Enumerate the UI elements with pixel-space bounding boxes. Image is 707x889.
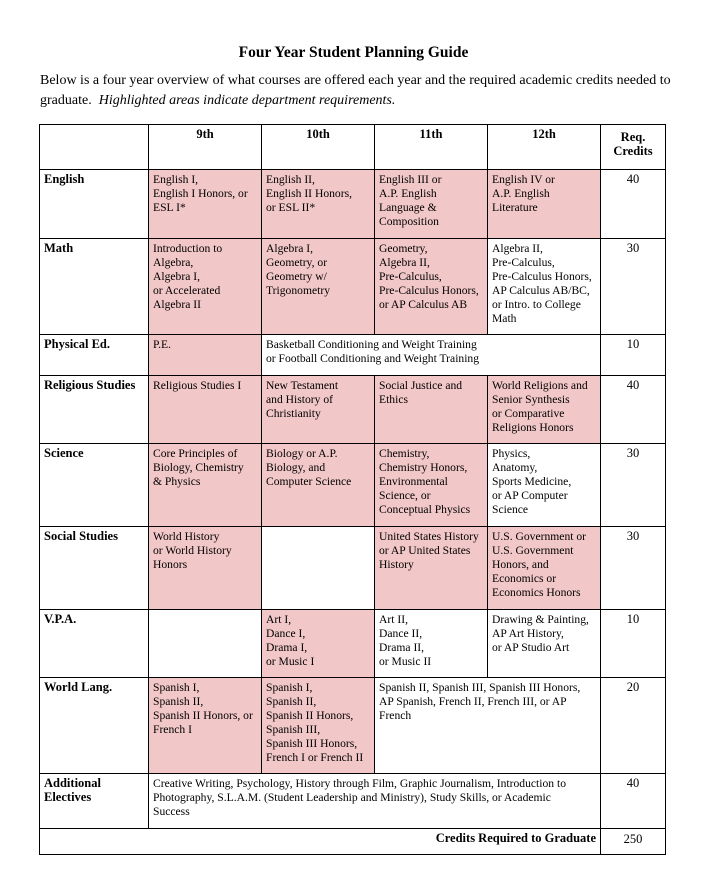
cell-line: AP Art History, — [492, 626, 564, 640]
cell-line: Drama I, — [266, 640, 308, 654]
cell-line: Drama II, — [379, 640, 425, 654]
cell-line: Success — [153, 804, 190, 818]
cell-line: Spanish II, Spanish III, Spanish III Honors, — [379, 681, 581, 694]
cell-worldlang-10 — [262, 678, 375, 774]
cell-line: or Accelerated — [153, 283, 221, 297]
credits-math: 30 — [601, 239, 666, 335]
row-total — [40, 829, 666, 855]
cell-line: U.S. Government — [492, 543, 574, 557]
row-label: Physical Ed. — [40, 335, 149, 376]
cell-line: French — [379, 708, 412, 722]
cell-line: Biology, Chemistry — [153, 460, 244, 474]
cell-line: Algebra II — [153, 297, 201, 311]
cell-religious-12 — [488, 376, 601, 444]
cell-line: Spanish II Honors, — [266, 708, 354, 722]
cell-line: Spanish I, — [266, 681, 313, 694]
cell-line: Art II, — [379, 613, 408, 626]
cell-line: Literature — [492, 200, 538, 214]
cell-religious-11 — [375, 376, 488, 444]
cell-line: Photography, S.L.A.M. (Student Leadership and Ministry), Study Skills, or Academic — [153, 790, 551, 804]
credits-electives: 40 — [601, 774, 666, 829]
cell-social-10 — [262, 527, 375, 610]
cell-line: Spanish I, — [153, 681, 200, 694]
header-req: Req. — [620, 130, 646, 144]
cell-line: A.P. English — [492, 186, 550, 200]
cell-science-10 — [262, 444, 375, 527]
header-10th: 10th — [262, 125, 375, 170]
cell-line: Biology, and — [266, 460, 326, 474]
cell-line: P.E. — [153, 338, 172, 351]
cell-social-9 — [149, 527, 262, 610]
cell-pe-10-12 — [262, 335, 601, 376]
cell-line: Religions Honors — [492, 420, 574, 434]
cell-worldlang-9 — [149, 678, 262, 774]
credits-religious: 40 — [601, 376, 666, 444]
cell-science-9 — [149, 444, 262, 527]
cell-line: Honors — [153, 557, 188, 571]
cell-line: World Religions and — [492, 379, 588, 392]
cell-line: or AP United States — [379, 543, 471, 557]
cell-science-11 — [375, 444, 488, 527]
cell-line: Geometry w/ — [266, 269, 327, 283]
cell-line: Language & — [379, 200, 437, 214]
cell-vpa-12 — [488, 610, 601, 678]
cell-line: Algebra, — [153, 255, 194, 269]
electives-label-1: Additional — [44, 776, 101, 790]
row-religious — [40, 376, 666, 444]
row-worldlang — [40, 678, 666, 774]
cell-vpa-9 — [149, 610, 262, 678]
cell-line: Dance II, — [379, 626, 423, 640]
highlight-note: Highlighted areas indicate department requirements. — [98, 93, 396, 108]
cell-social-12 — [488, 527, 601, 610]
row-pe — [40, 335, 666, 376]
cell-line: Science — [492, 502, 529, 516]
credits-pe: 10 — [601, 335, 666, 376]
cell-line: English II Honors, — [266, 186, 352, 200]
electives-label-2: Electives — [44, 789, 92, 804]
cell-line: Economics Honors — [492, 585, 581, 599]
cell-line: Algebra II, — [492, 242, 543, 255]
cell-line: Honors, and — [492, 557, 549, 571]
cell-line: Introduction to — [153, 242, 223, 255]
cell-line: Pre-Calculus, — [379, 269, 442, 283]
header-req-credits — [601, 125, 666, 170]
cell-vpa-11 — [375, 610, 488, 678]
row-english — [40, 170, 666, 239]
cell-line: Geometry, — [379, 242, 428, 255]
total-credits-value: 250 — [601, 829, 666, 855]
cell-religious-10 — [262, 376, 375, 444]
header-9th: 9th — [149, 125, 262, 170]
cell-math-9 — [149, 239, 262, 335]
row-label: Religious Studies — [40, 376, 149, 444]
cell-line: Basketball Conditioning and Weight Training — [266, 338, 477, 351]
cell-line: Algebra I, — [153, 269, 200, 283]
cell-line: U.S. Government or — [492, 530, 587, 543]
planning-table — [39, 124, 666, 855]
cell-english-11 — [375, 170, 488, 239]
cell-science-12 — [488, 444, 601, 527]
cell-line: Drawing & Painting, — [492, 613, 589, 626]
cell-line: Dance I, — [266, 626, 306, 640]
cell-line: World History — [153, 530, 220, 543]
cell-line: Science, or — [379, 488, 431, 502]
header-blank — [40, 125, 149, 170]
credits-science: 30 — [601, 444, 666, 527]
cell-line: or Music II — [379, 654, 432, 668]
cell-line: English II, — [266, 173, 315, 186]
cell-line: Core Principles of — [153, 447, 238, 460]
cell-line: Physics, — [492, 447, 531, 460]
row-electives — [40, 774, 666, 829]
credits-english: 40 — [601, 170, 666, 239]
header-12th: 12th — [488, 125, 601, 170]
cell-line: Ethics — [379, 392, 408, 406]
cell-math-11 — [375, 239, 488, 335]
cell-line: United States History — [379, 530, 479, 543]
cell-line: A.P. English — [379, 186, 437, 200]
page-title: Four Year Student Planning Guide — [238, 44, 469, 61]
cell-line: & Physics — [153, 474, 201, 488]
cell-line: Chemistry, — [379, 447, 430, 460]
cell-line: Biology or A.P. — [266, 447, 338, 460]
cell-line: Spanish II Honors, or — [153, 708, 253, 722]
row-label: Social Studies — [40, 527, 149, 610]
cell-religious-9 — [149, 376, 262, 444]
row-label: Science — [40, 444, 149, 527]
cell-line: ESL I* — [153, 200, 186, 214]
credits-vpa: 10 — [601, 610, 666, 678]
cell-line: History — [379, 557, 414, 571]
cell-line: AP Spanish, French II, French III, or AP — [379, 694, 567, 708]
cell-line: French I — [153, 722, 192, 736]
cell-line: English I, — [153, 173, 199, 186]
row-label: V.P.A. — [40, 610, 149, 678]
cell-line: Composition — [379, 214, 439, 228]
credits-worldlang: 20 — [601, 678, 666, 774]
cell-line: Trigonometry — [266, 283, 330, 297]
cell-line: Spanish III, — [266, 722, 321, 736]
cell-line: or Music I — [266, 654, 315, 668]
intro-text: Below is a four year overview of what courses are offered each year and the required academic credits needed to graduate. — [40, 73, 671, 108]
cell-line: English IV or — [492, 173, 555, 186]
cell-line: Christianity — [266, 406, 321, 420]
row-vpa — [40, 610, 666, 678]
credits-social: 30 — [601, 527, 666, 610]
cell-line: or AP Computer — [492, 488, 568, 502]
cell-electives-courses — [149, 774, 601, 829]
row-social — [40, 527, 666, 610]
cell-line: Spanish III Honors, — [266, 736, 358, 750]
total-credits-label: Credits Required to Graduate — [40, 829, 601, 855]
intro-paragraph — [40, 71, 680, 111]
cell-line: Sports Medicine, — [492, 474, 572, 488]
row-science — [40, 444, 666, 527]
cell-line: Senior Synthesis — [492, 392, 570, 406]
cell-line: or Comparative — [492, 406, 565, 420]
cell-line: and History of — [266, 392, 333, 406]
cell-line: Anatomy, — [492, 460, 538, 474]
cell-english-9 — [149, 170, 262, 239]
cell-vpa-10 — [262, 610, 375, 678]
cell-line: or World History — [153, 543, 232, 557]
cell-worldlang-11-12 — [375, 678, 601, 774]
cell-pe-9 — [149, 335, 262, 376]
cell-line: Art I, — [266, 613, 292, 626]
cell-line: Creative Writing, Psychology, History through Film, Graphic Journalism, Introduction to — [153, 777, 566, 790]
cell-line: Math — [492, 311, 517, 325]
cell-line: Geometry, or — [266, 255, 328, 269]
cell-line: Algebra I, — [266, 242, 313, 255]
cell-line: or Intro. to College — [492, 297, 581, 311]
cell-line: Pre-Calculus Honors, — [492, 269, 592, 283]
cell-line: English III or — [379, 173, 442, 186]
row-label: Math — [40, 239, 149, 335]
cell-line: or ESL II* — [266, 200, 316, 214]
header-row — [40, 125, 666, 170]
cell-math-10 — [262, 239, 375, 335]
header-11th: 11th — [375, 125, 488, 170]
cell-line: Algebra II, — [379, 255, 430, 269]
cell-line: Spanish II, — [153, 694, 204, 708]
cell-line: English I Honors, or — [153, 186, 248, 200]
cell-line: Pre-Calculus Honors, — [379, 283, 479, 297]
cell-line: New Testament — [266, 379, 339, 392]
cell-english-12 — [488, 170, 601, 239]
cell-line: Social Justice and — [379, 379, 463, 392]
cell-line: Religious Studies I — [153, 379, 242, 392]
cell-line: Economics or — [492, 571, 557, 585]
cell-line: Chemistry Honors, — [379, 460, 468, 474]
row-math — [40, 239, 666, 335]
cell-line: or AP Calculus AB — [379, 297, 468, 311]
cell-math-12 — [488, 239, 601, 335]
cell-line: Pre-Calculus, — [492, 255, 555, 269]
row-label — [40, 774, 149, 829]
header-credits: Credits — [613, 143, 653, 158]
row-label: English — [40, 170, 149, 239]
cell-line: or Football Conditioning and Weight Training — [266, 351, 480, 365]
cell-line: Computer Science — [266, 474, 352, 488]
cell-line: AP Calculus AB/BC, — [492, 283, 590, 297]
cell-line: Conceptual Physics — [379, 502, 471, 516]
cell-line: Spanish II, — [266, 694, 317, 708]
cell-line: Environmental — [379, 474, 448, 488]
cell-social-11 — [375, 527, 488, 610]
cell-line: or AP Studio Art — [492, 640, 570, 654]
cell-line: French I or French II — [266, 750, 364, 764]
row-label: World Lang. — [40, 678, 149, 774]
cell-english-10 — [262, 170, 375, 239]
